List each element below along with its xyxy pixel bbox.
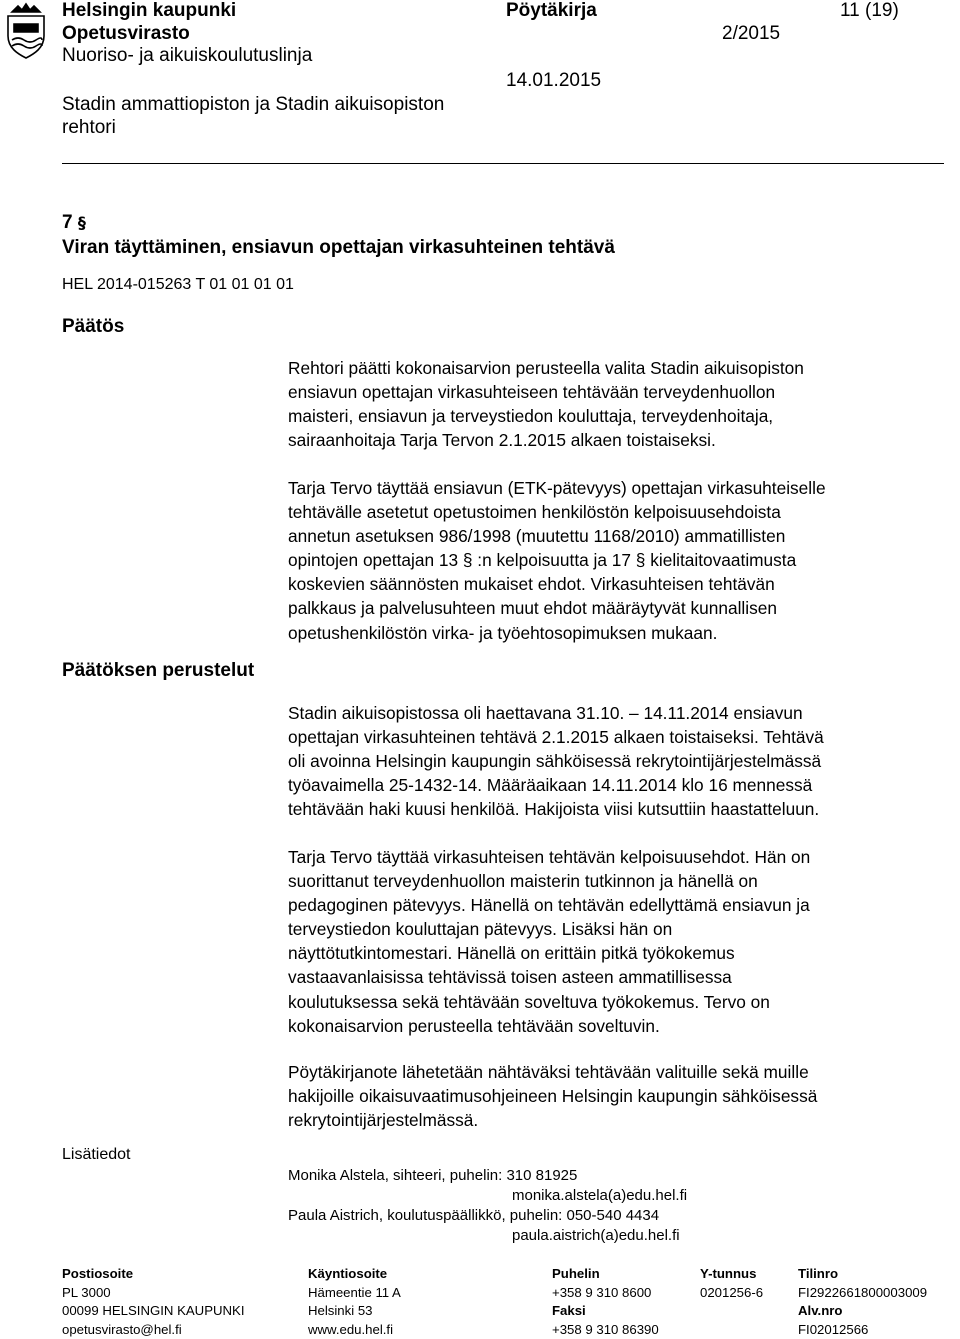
- document-date: 14.01.2015: [506, 70, 601, 92]
- footer-postal-box: PL 3000: [62, 1284, 245, 1303]
- grounds-paragraph-3: [288, 845, 940, 1038]
- footer-vat-number: FI02012566: [798, 1321, 927, 1339]
- text-line: kokonaisarvion perusteella tehtävään soveltuvin.: [288, 1014, 940, 1038]
- footer-fax-heading: Faksi: [552, 1302, 659, 1321]
- text-line: Tarja Tervo täyttää ensiavun (ETK-pätevyys) opettajan virkasuhteiselle: [288, 476, 940, 500]
- decision-line: Rehtori päätti kokonaisarvion perusteella valita Stadin aikuisopiston: [288, 356, 940, 380]
- text-line: tehtävälle asetetut opetustoimen henkilöstön kelpoisuusehdoista: [288, 500, 940, 524]
- contact-1-email: monika.alstela(a)edu.hel.fi: [512, 1187, 687, 1204]
- decision-line: ensiavun opettajan virkasuhteiseen tehtävään terveydenhuollon: [288, 380, 940, 404]
- contact-1: Monika Alstela, sihteeri, puhelin: 310 81925: [288, 1167, 577, 1184]
- text-line: näyttötutkintomestari. Hänellä on erittäin pitkä työkokemus: [288, 941, 940, 965]
- additional-info-heading: Lisätiedot: [62, 1146, 131, 1164]
- text-line: rekrytointijärjestelmässä.: [288, 1108, 940, 1132]
- office-line-1: Stadin ammattiopiston ja Stadin aikuisopiston: [62, 94, 444, 116]
- decision-text: [288, 356, 940, 452]
- text-line: opetushenkilöstön virka- ja työehtosopimuksen mukaan.: [288, 621, 940, 645]
- text-line: opettajan virkasuhteinen tehtävä 2.1.2015 alkaen toistaiseksi. Tehtävä: [288, 725, 940, 749]
- footer-postal-heading: Postiosoite: [62, 1265, 245, 1284]
- footer-ytunnus-heading: Y-tunnus: [700, 1265, 763, 1284]
- section-title: Viran täyttäminen, ensiavun opettajan virkasuhteinen tehtävä: [62, 237, 615, 259]
- footer-vat-heading: Alv.nro: [798, 1302, 927, 1321]
- text-line: pedagoginen pätevyys. Hänellä on tehtävän edellyttämä ensiavun ja: [288, 893, 940, 917]
- office-line-2: rehtori: [62, 117, 116, 139]
- text-line: tehtävään haki kuusi henkilöä. Hakijoista viisi kutsuttiin haastatteluun.: [288, 797, 940, 821]
- diary-reference: HEL 2014-015263 T 01 01 01 01: [62, 276, 294, 294]
- section-sign: §: [78, 213, 86, 232]
- text-line: hakijoille oikaisuvaatimusohjeineen Helsingin kaupungin sähköisessä: [288, 1084, 940, 1108]
- text-line: työavaimella 25-1432-14. Määräaikaan 14.11.2014 klo 16 mennessä: [288, 773, 940, 797]
- footer-bank: [798, 1265, 927, 1339]
- footer-ytunnus-value: 0201256-6: [700, 1284, 763, 1303]
- unit-name: Nuoriso- ja aikuiskoulutuslinja: [62, 45, 312, 67]
- footer-phone: [552, 1265, 659, 1339]
- text-line: annetun asetuksen 986/1998 (muutettu 1168/2010) ammatillisten: [288, 524, 940, 548]
- section-number: 7 §: [62, 212, 86, 234]
- contact-2: Paula Aistrich, koulutuspäällikkö, puhelin: 050-540 4434: [288, 1207, 659, 1224]
- footer-postal: [62, 1265, 245, 1339]
- text-line: palkkaus ja palvelusuhteen muut ehdot määräytyvät kunnallisen: [288, 596, 940, 620]
- text-line: opintojen opettajan 13 § :n kelpoisuutta ja 17 § kielitaitovaatimusta: [288, 548, 940, 572]
- footer-visit: [308, 1265, 401, 1339]
- footer-postal-city: 00099 HELSINGIN KAUPUNKI: [62, 1302, 245, 1321]
- footer-visit-city: Helsinki 53: [308, 1302, 401, 1321]
- decision-line: maisteri, ensiavun ja terveystiedon kouluttaja, terveydenhoitaja,: [288, 404, 940, 428]
- decision-line: sairaanhoitaja Tarja Tervon 2.1.2015 alkaen toistaiseksi.: [288, 428, 940, 452]
- text-line: suorittanut terveydenhuollon maisterin tutkinnon ja hänellä on: [288, 869, 940, 893]
- text-line: koulutuksessa sekä tehtävään soveltuva työkokemus. Tervo on: [288, 990, 940, 1014]
- grounds-paragraph-4: [288, 1060, 940, 1132]
- text-line: Tarja Tervo täyttää virkasuhteisen tehtävän kelpoisuusehdot. Hän on: [288, 845, 940, 869]
- footer-bank-account: FI2922661800003009: [798, 1284, 927, 1303]
- footer-visit-heading: Käyntiosoite: [308, 1265, 401, 1284]
- footer-fax-number: +358 9 310 86390: [552, 1321, 659, 1339]
- grounds-paragraph-1: [288, 476, 940, 645]
- grounds-paragraph-2: [288, 701, 940, 821]
- department-name: Opetusvirasto: [62, 23, 190, 45]
- document-type: Pöytäkirja: [506, 0, 597, 22]
- text-line: oli avoinna Helsingin kaupungin sähköisessä rekrytointijärjestelmässä: [288, 749, 940, 773]
- footer-phone-number: +358 9 310 8600: [552, 1284, 659, 1303]
- decision-heading: Päätös: [62, 316, 124, 338]
- footer-bank-heading: Tilinro: [798, 1265, 927, 1284]
- footer-email: opetusvirasto@hel.fi: [62, 1321, 245, 1339]
- helsinki-crest-logo: [4, 2, 48, 60]
- footer-ytunnus: [700, 1265, 763, 1302]
- footer-website: www.edu.hel.fi: [308, 1321, 401, 1339]
- text-line: Stadin aikuisopistossa oli haettavana 31.10. – 14.11.2014 ensiavun: [288, 701, 940, 725]
- grounds-heading: Päätöksen perustelut: [62, 660, 254, 682]
- contact-2-email: paula.aistrich(a)edu.hel.fi: [512, 1227, 680, 1244]
- text-line: terveystiedon kouluttajan pätevyys. Lisäksi hän on: [288, 917, 940, 941]
- document-number: 2/2015: [722, 23, 780, 45]
- text-line: koskevien säännösten mukaiset ehdot. Virkasuhteisen tehtävän: [288, 572, 940, 596]
- footer-phone-heading: Puhelin: [552, 1265, 659, 1284]
- text-line: vastaavanlaisissa tehtävissä toisen asteen ammatillisessa: [288, 965, 940, 989]
- page-number: 11 (19): [840, 0, 899, 22]
- org-name: Helsingin kaupunki: [62, 0, 236, 22]
- text-line: Pöytäkirjanote lähetetään nähtäväksi tehtävään valituille sekä muille: [288, 1060, 940, 1084]
- header-rule: [62, 163, 944, 164]
- footer-visit-street: Hämeentie 11 A: [308, 1284, 401, 1303]
